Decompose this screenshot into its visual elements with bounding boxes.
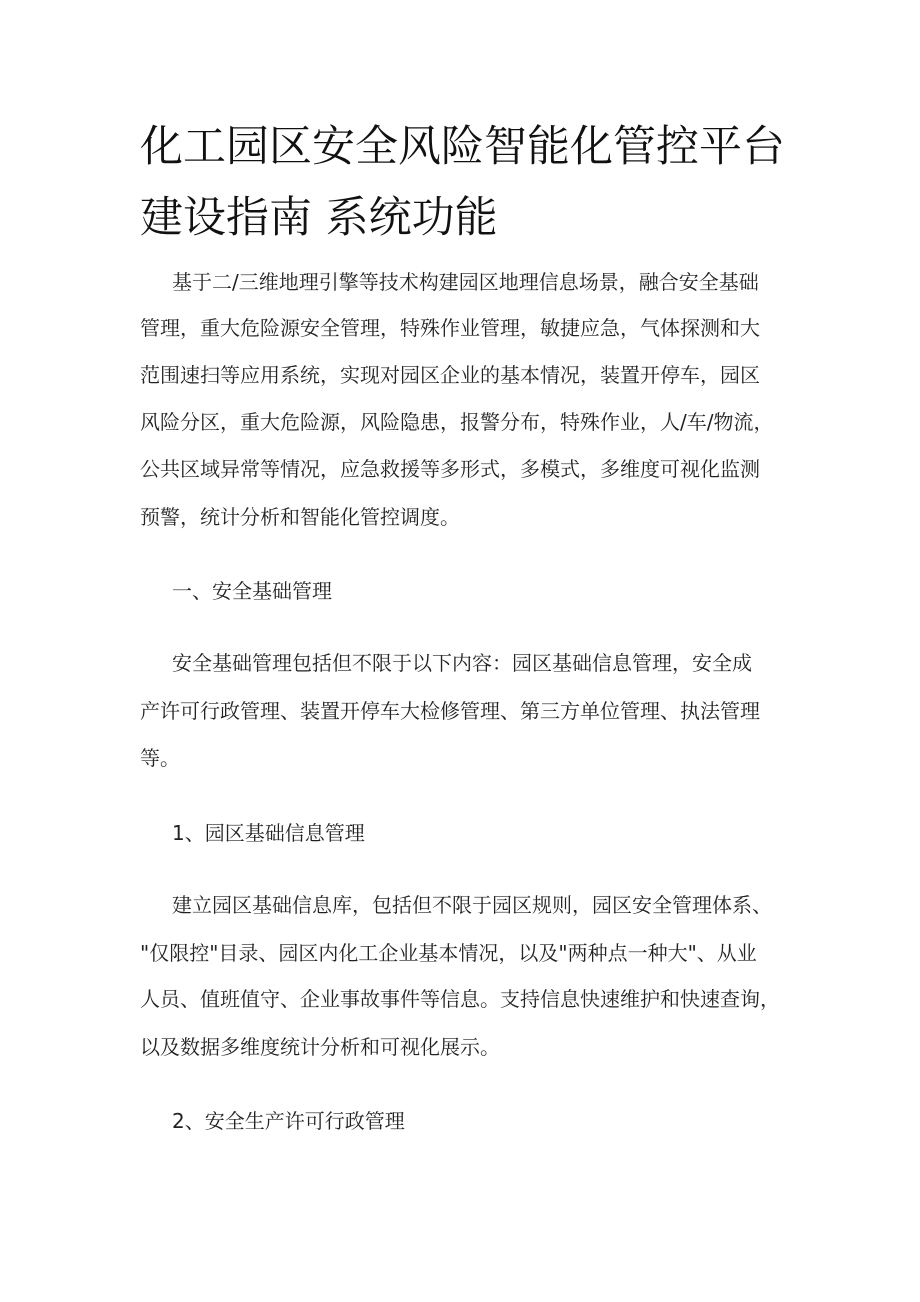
section-heading: 一、安全基础管理 <box>172 579 332 603</box>
section1-paragraph-line: 安全基础管理包括但不限于以下内容：园区基础信息管理，安全成 <box>172 651 752 675</box>
intro-paragraph-line: 公共区域异常等情况，应急救援等多形式，多模式，多维度可视化监测 <box>140 457 760 481</box>
intro-paragraph-line: 范围速扫等应用系统，实现对园区企业的基本情况，装置开停车，园区 <box>140 363 760 387</box>
subsection-heading: 1、园区基础信息管理 <box>172 821 365 845</box>
intro-paragraph-line: 预警，统计分析和智能化管控调度。 <box>140 505 460 529</box>
subsection-heading: 2、安全生产许可行政管理 <box>172 1109 405 1133</box>
intro-paragraph-line: 管理，重大危险源安全管理，特殊作业管理，敏捷应急，气体探测和大 <box>140 316 760 340</box>
sub1-paragraph-line: 建立园区基础信息库，包括但不限于园区规则，园区安全管理体系、 <box>172 893 772 917</box>
intro-paragraph-line: 基于二/三维地理引擎等技术构建园区地理信息场景，融合安全基础 <box>172 270 759 294</box>
section1-paragraph-line: 产许可行政管理、装置开停车大检修管理、第三方单位管理、执法管理 <box>140 699 760 723</box>
intro-paragraph-line: 风险分区，重大危险源，风险隐患，报警分布，特殊作业，人/车/物流， <box>140 410 774 434</box>
document-title-line-2: 建设指南 系统功能 <box>140 193 498 243</box>
sub1-paragraph-line: 以及数据多维度统计分析和可视化展示。 <box>140 1035 500 1059</box>
document-title-line-1: 化工园区安全风险智能化管控平台 <box>140 122 785 172</box>
section1-paragraph-line: 等。 <box>140 746 180 770</box>
sub1-paragraph-line: "仅限控"目录、园区内化工企业基本情况，以及"两种点一种大"、从业 <box>140 941 757 965</box>
sub1-paragraph-line: 人员、值班值守、企业事故事件等信息。支持信息快速维护和快速查询， <box>140 987 780 1011</box>
